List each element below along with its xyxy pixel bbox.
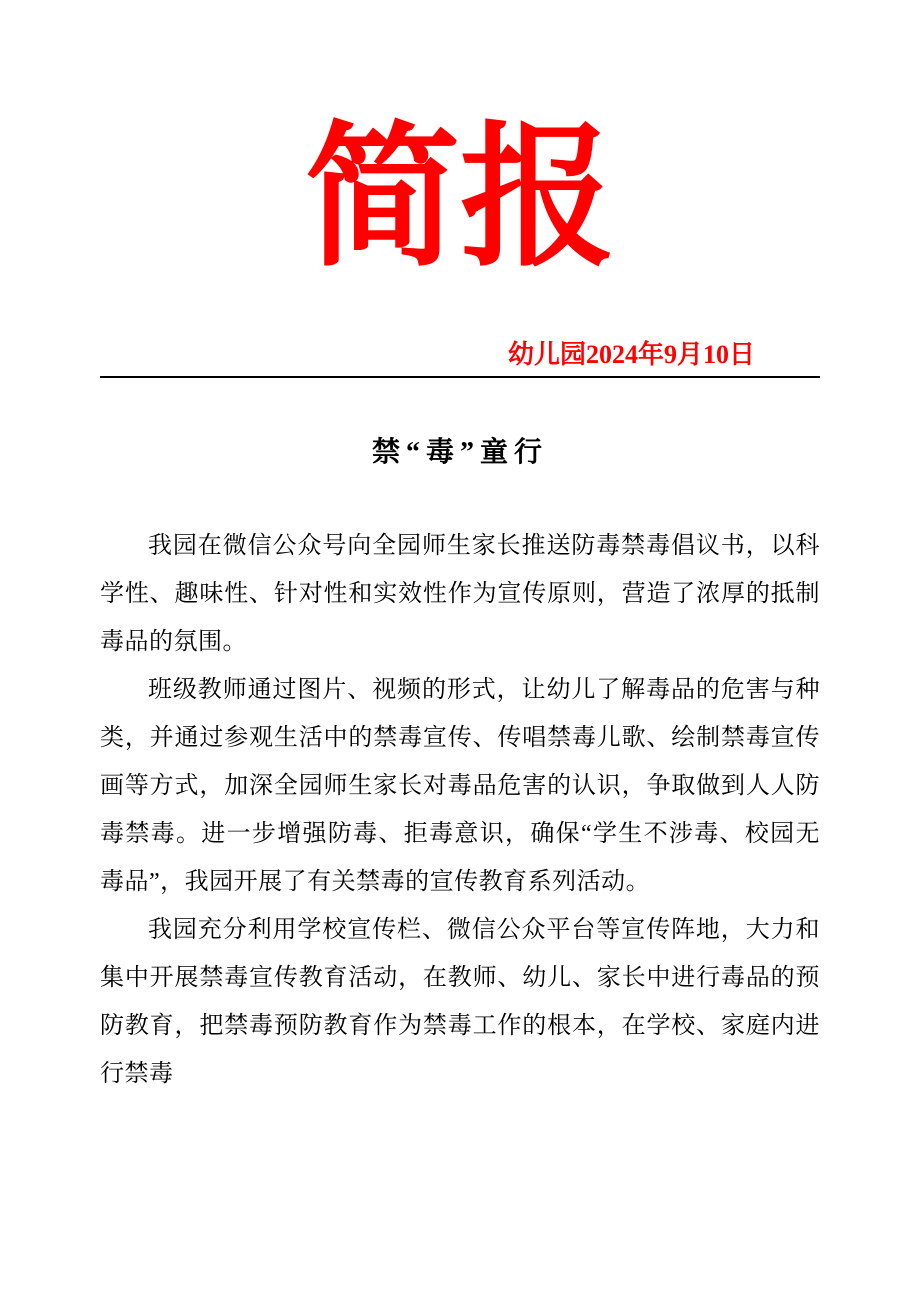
body-paragraph: 我园充分利用学校宣传栏、微信公众平台等宣传阵地，大力和集中开展禁毒宣传教育活动，在教师、幼儿、家长中进行毒品的预防教育，把禁毒预防教育作为禁毒工作的根本，在学校、家庭内进行禁毒 <box>100 916 820 1087</box>
body-paragraph: 班级教师通过图片、视频的形式，让幼儿了解毒品的危害与种类，并通过参观生活中的禁毒宣传、传唱禁毒儿歌、绘制禁毒宣传画等方式，加深全园师生家长对毒品危害的认识，争取做到人人防毒禁毒。进一步增强防毒、拒毒意识，确保“学生不涉毒、校园无毒品”，我园开展了有关禁毒的宣传教育系列活动。 <box>100 676 820 895</box>
body-paragraph: 我园在微信公众号向全园师生家长推送防毒禁毒倡议书，以科学性、趣味性、针对性和实效性作为宣传原则，营造了浓厚的抵制毒品的氛围。 <box>100 532 820 655</box>
dateline: 幼儿园2024年9月10日 <box>507 339 755 369</box>
article-title: 禁“毒”童行 <box>371 436 548 468</box>
horizontal-rule <box>100 376 820 378</box>
masthead-title: 简报 <box>305 113 615 285</box>
article-body <box>100 522 820 1098</box>
